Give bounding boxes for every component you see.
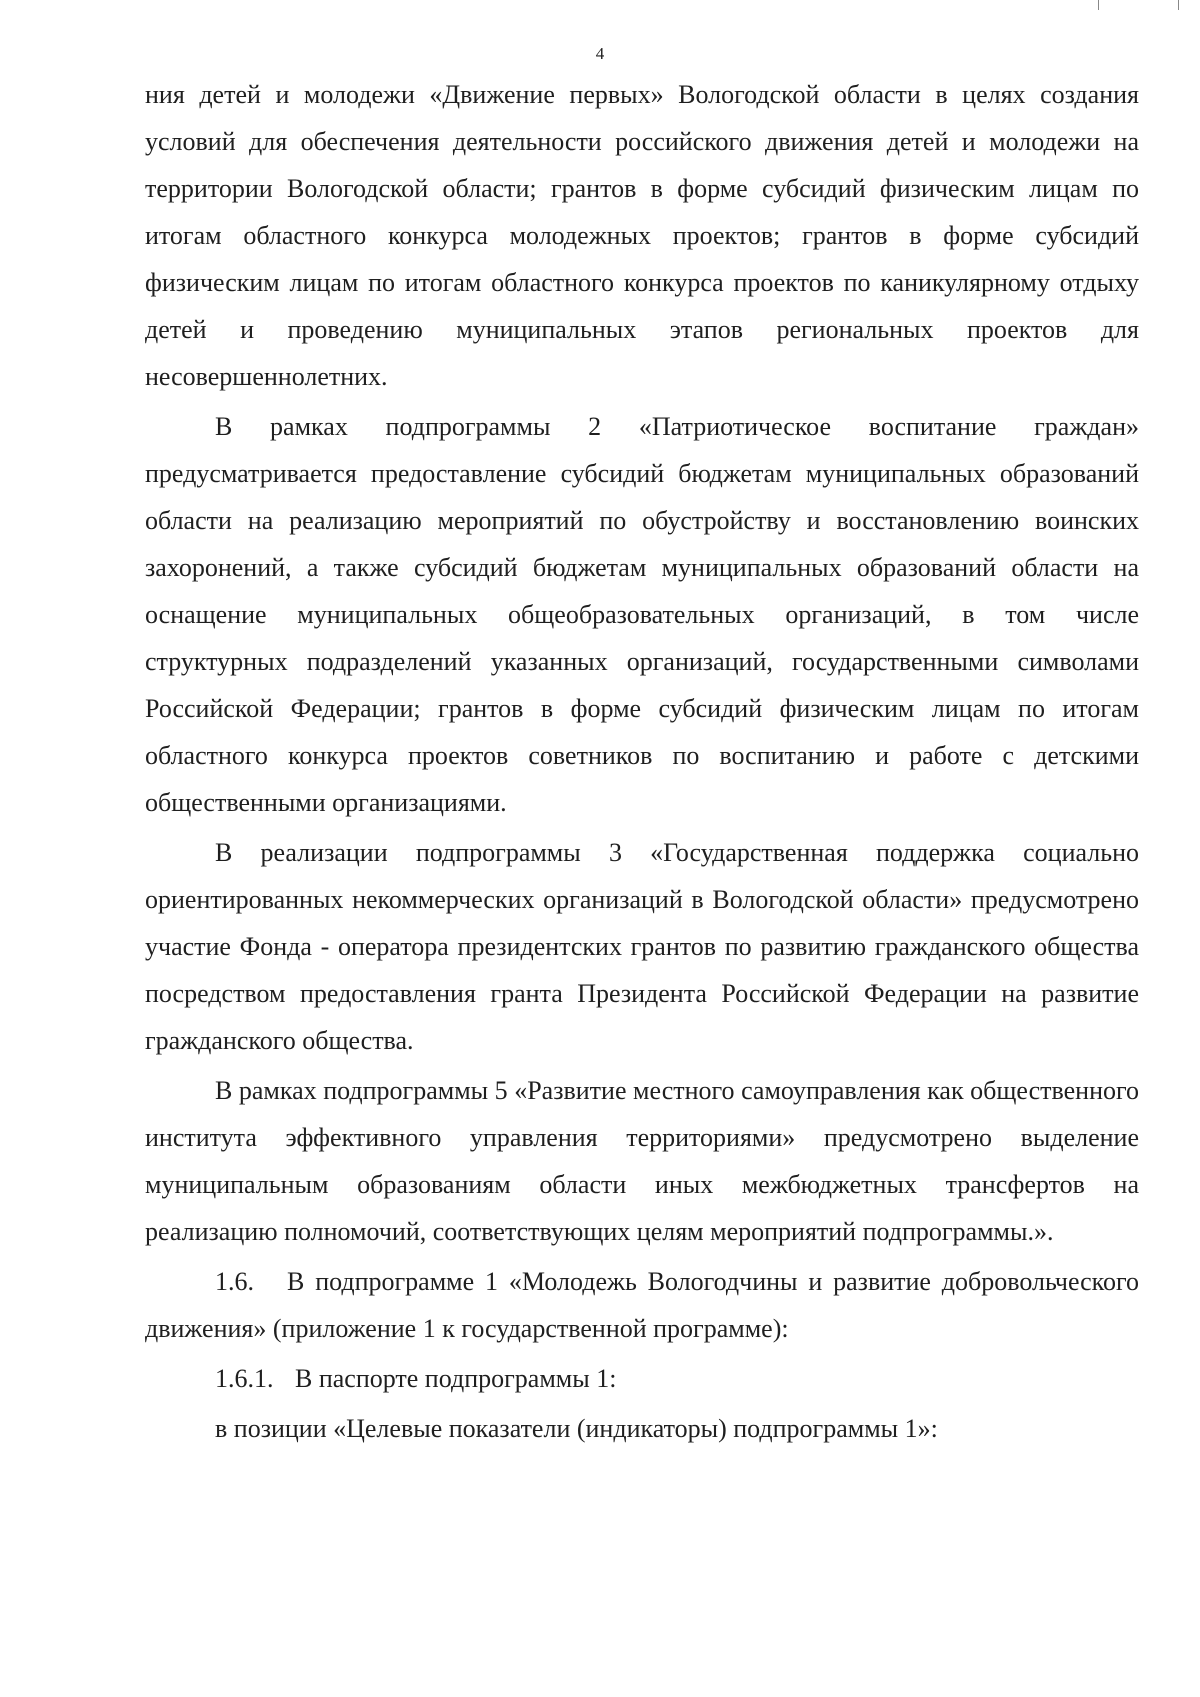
item-1-6-number: 1.6. bbox=[215, 1267, 254, 1296]
paragraph-subprogram-5: В рамках подпрограммы 5 «Развитие местного самоуправления как общественного института эффективного управления территориями» предусмотрено выделение муниципальным образованиям области иных межбюджетных трансфертов на реализацию полномочий, соответствующих целям мероприятий подпрограммы.». bbox=[145, 1076, 1139, 1246]
paragraph-continuation: ния детей и молодежи «Движение первых» Вологодской области в целях создания условий для обеспечения деятельности российского движения детей и молодежи на территории Вологодской области; грантов в форме субсидий физическим лицам по итогам областного конкурса молодежных проектов; грантов в форме субсидий физическим лицам по итогам областного конкурса проектов по каникулярному отдыху детей и проведению муниципальных этапов региональных проектов для несовершеннолетних. bbox=[145, 80, 1139, 391]
position-line: в позиции «Целевые показатели (индикаторы) подпрограммы 1»: bbox=[215, 1414, 938, 1443]
paragraph-subprogram-2: В рамках подпрограммы 2 «Патриотическое воспитание граждан» предусматривается предоставление субсидий бюджетам муниципальных образований области на реализацию мероприятий по обустройству и восстановлению воинских захоронений, а также субсидий бюджетам муниципальных образований области на оснащение муниципальных общеобразовательных организаций, в том числе структурных подразделений указанных организаций, государственными символами Российской Федерации; грантов в форме субсидий физическим лицам по итогам областного конкурса проектов советников по воспитанию и работе с детскими общественными организациями. bbox=[145, 412, 1139, 817]
item-1-6-1 bbox=[145, 1355, 1139, 1402]
page-number: 4 bbox=[595, 44, 605, 63]
item-1-6 bbox=[145, 1258, 1139, 1352]
item-1-6-1-number: 1.6.1. bbox=[215, 1364, 274, 1393]
item-1-6-1-text: В паспорте подпрограммы 1: bbox=[295, 1364, 617, 1393]
document-body bbox=[145, 71, 1139, 1452]
corner-mark-left bbox=[1098, 0, 1099, 10]
paragraph-subprogram-3: В реализации подпрограммы 3 «Государственная поддержка социально ориентированных некоммерческих организаций в Вологодской области» предусмотрено участие Фонда - оператора президентских грантов по развитию гражданского общества посредством предоставления гранта Президента Российской Федерации на развитие гражданского общества. bbox=[145, 838, 1139, 1055]
corner-mark-right bbox=[1178, 0, 1179, 10]
item-1-6-text: В подпрограмме 1 «Молодежь Вологодчины и развитие добровольческого движения» (приложение 1 к государственной программе): bbox=[145, 1267, 1139, 1343]
